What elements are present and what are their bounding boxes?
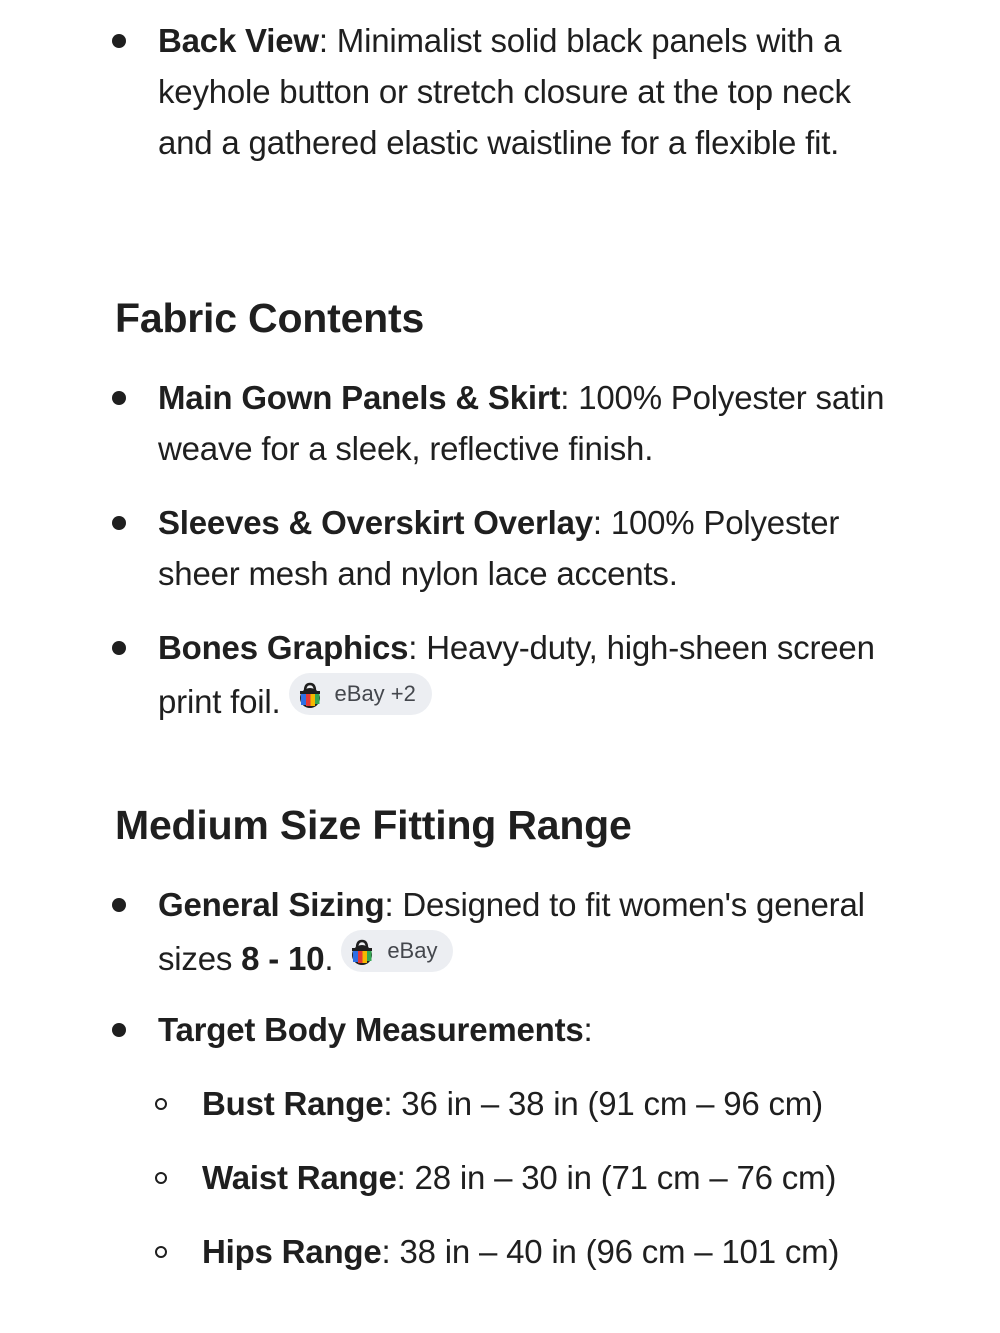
general-sizing-text: : Designed to fit women's general sizes	[158, 886, 865, 977]
fabric-item-label: Bones Graphics	[158, 629, 409, 666]
measurement-value: : 38 in – 40 in (96 cm – 101 cm)	[381, 1233, 840, 1270]
source-chip-ebay[interactable]	[341, 930, 453, 972]
shopping-bag-icon	[295, 679, 325, 709]
measurement-waist	[202, 1152, 922, 1203]
fabric-item-main-gown	[158, 372, 888, 474]
general-sizing-sizes: 8 - 10	[241, 940, 325, 977]
fabric-item-text: : 100% Polyester sheer mesh and nylon lace accents.	[158, 504, 840, 592]
sizing-heading: Medium Size Fitting Range	[115, 802, 632, 848]
fabric-item-sleeves	[158, 497, 888, 599]
general-sizing-item	[158, 879, 888, 984]
fabric-item-bones-graphics	[158, 622, 888, 727]
source-chip-ebay-plus-2[interactable]	[289, 673, 432, 715]
bullet-dot	[112, 391, 126, 405]
fabric-contents-heading: Fabric Contents	[115, 295, 425, 341]
measurement-hips	[202, 1226, 922, 1277]
measurement-label: Waist Range	[202, 1159, 397, 1196]
shopping-bag-icon	[347, 936, 377, 966]
fabric-item-label: Main Gown Panels & Skirt	[158, 379, 561, 416]
source-chip-label: eBay +2	[334, 681, 416, 706]
target-measurements-label: Target Body Measurements	[158, 1011, 584, 1048]
target-measurements-colon: :	[583, 1011, 593, 1048]
general-sizing-period: .	[324, 940, 334, 977]
fabric-item-text: : Heavy-duty, high-sheen screen print foil.	[158, 629, 875, 720]
sub-bullet-circle	[155, 1246, 167, 1258]
measurement-label: Hips Range	[202, 1233, 382, 1270]
bullet-dot	[112, 516, 126, 530]
measurement-value: : 36 in – 38 in (91 cm – 96 cm)	[383, 1085, 823, 1122]
bullet-dot	[112, 34, 126, 48]
back-view-label: Back View	[158, 22, 319, 59]
back-view-item	[158, 15, 888, 168]
sub-bullet-circle	[155, 1172, 167, 1184]
measurement-bust	[202, 1078, 922, 1129]
bullet-dot	[112, 898, 126, 912]
fabric-item-label: Sleeves & Overskirt Overlay	[158, 504, 593, 541]
target-measurements-item	[158, 1004, 888, 1055]
measurement-label: Bust Range	[202, 1085, 384, 1122]
general-sizing-label: General Sizing	[158, 886, 385, 923]
back-view-text: : Minimalist solid black panels with a keyhole button or stretch closure at the top neck and a gathered elastic waistline for a flexible fit.	[158, 22, 851, 161]
bullet-dot	[112, 1023, 126, 1037]
measurement-value: : 28 in – 30 in (71 cm – 76 cm)	[396, 1159, 837, 1196]
bullet-dot	[112, 641, 126, 655]
sub-bullet-circle	[155, 1098, 167, 1110]
source-chip-label: eBay	[387, 938, 438, 963]
fabric-item-text: : 100% Polyester satin weave for a sleek, reflective finish.	[158, 379, 885, 467]
